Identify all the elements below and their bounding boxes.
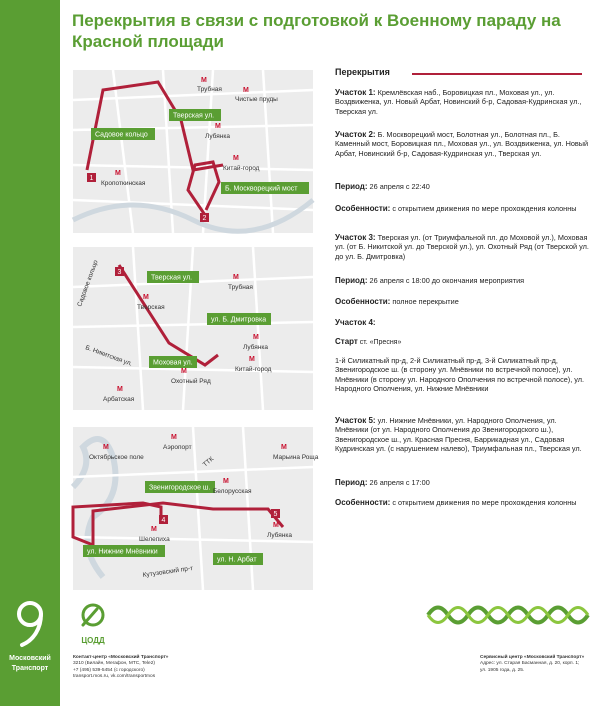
metro-shelepikha: Шелепиха (139, 536, 170, 543)
metro-kropotkinskaya: Кропоткинская (101, 180, 146, 187)
section-heading: Перекрытия (335, 67, 390, 77)
tag-nizhnie-mnevniki-text: ул. Нижние Мнёвники (87, 548, 158, 556)
svg-text:M: M (143, 294, 149, 301)
codd-label: ЦОДД (81, 636, 105, 645)
tag-zvenigorodskoe-text: Звенигородское ш. (149, 484, 211, 492)
metro-trubnaya-2: Трубная (228, 284, 253, 291)
nine-logo-icon (12, 598, 48, 648)
block-uchastok-1: Участок 1: Кремлёвская наб., Боровицкая пл., Моховая ул., ул. Воздвиженка, ул. Новый Арбат, Новинский б-р, Садовая-Кудринская ул., Тверская ул. (335, 88, 582, 116)
footer-contacts (73, 655, 273, 681)
metro-lubyanka-3: Лубянка (267, 532, 292, 539)
metro-aeroport: Аэропорт (163, 444, 192, 451)
svg-text:M: M (281, 444, 287, 451)
footer-contact-phone: +7 (495) 539-5454 (с городского) (73, 667, 145, 673)
marker-4-text: 4 (161, 517, 166, 524)
map-central (73, 70, 313, 233)
metro-trubnaya: Трубная (197, 86, 222, 93)
block-start: Старт ст. «Пресня» (335, 337, 402, 346)
svg-text:M: M (215, 123, 221, 130)
section-heading-line (412, 73, 582, 75)
street-kutuzovsky: Кутузовский пр-т (142, 564, 194, 579)
metro-okhotny-ryad: Охотный Ряд (171, 378, 211, 385)
tag-tverskaya-2-text: Тверская ул. (151, 274, 193, 282)
svg-text:M: M (115, 170, 121, 177)
street-sadovoe: Садовое кольцо (76, 259, 100, 308)
codd-logo (73, 603, 113, 645)
svg-text:M: M (181, 368, 187, 375)
block-features-2: Особенности: полное перекрытие (335, 297, 459, 306)
logo-line-2: Транспорт (11, 665, 49, 672)
block-uchastok-3: Участок 3: Тверская ул. (от Триумфальной пл. до Моховой ул.), Моховая ул. (от Б. Никитской ул. до Тверской ул.), ул. Охотный Ряд (от Тверской ул. до ул. Б. Дмитровка) (335, 233, 589, 261)
block-features-1: Особенности: с открытием движения по мере прохождения колонны (335, 204, 577, 213)
metro-arbatskaya: Арбатская (103, 396, 135, 403)
block-features-3: Особенности: с открытием движения по мере прохождения колонны (335, 498, 577, 507)
footer-service-address-2: ул. 1905 года, д. 25. (480, 667, 525, 673)
block-route-4: 1-й Силикатный пр-д, 2-й Силикатный пр-д, 3-й Силикатный пр-д, Звенигородское ш. (в сторону ул. Мнёвники по встречной полосе), ул. Мнёвники (в сторону ул. Народного Ополчения по встречной полосе), ул. Народного Ополчения, ул. Нижние Мнёвники (335, 356, 585, 394)
metro-lubyanka: Лубянка (205, 133, 230, 140)
svg-text:M: M (171, 434, 177, 441)
map-west (73, 427, 319, 590)
codd-logo-icon (77, 603, 109, 631)
block-uchastok-5: Участок 5: ул. Нижние Мнёвники, ул. Народного Ополчения, ул. Мнёвники (от ул. Народного Ополчения до Звенигородского ш.), Звенигородское ш., ул. Красная Пресня, Баррикадная ул., Садовая Кудринская ул. (с нарушением налево), Триумфальная пл., Тверская ул. (335, 416, 582, 454)
block-period-1: Период: 26 апреля с 22:40 (335, 182, 430, 191)
map-tverskaya (73, 247, 313, 410)
metro-kitay-gorod-2: Китай-город (235, 366, 272, 373)
svg-text:M: M (243, 87, 249, 94)
marker-5-text: 5 (273, 511, 278, 518)
brand-sidebar (0, 0, 60, 706)
tag-sadovoe-text: Садовое кольцо (95, 131, 148, 139)
tag-mokhovaya-text: Моховая ул. (153, 359, 193, 367)
footer-service-center (480, 655, 595, 674)
block-uchastok-2: Участок 2: Б. Москворецкий мост, Болотная ул., Болотная пл., Б. Каменный мост, Боровицкая пл., Моховая ул., ул. Воздвиженка, ул. Новый Арбат, Новинский б-р, Садовая-Кудринская ул., Тверская ул. (335, 130, 589, 158)
tag-n-arbat-text: ул. Н. Арбат (217, 556, 257, 564)
svg-text:M: M (233, 155, 239, 162)
metro-kitay-gorod: Китай-город (223, 165, 260, 172)
svg-text:M: M (249, 356, 255, 363)
metro-lubyanka-2: Лубянка (243, 344, 268, 351)
marker-3-text: 3 (117, 269, 122, 276)
logo-line-1: Московский (9, 655, 51, 662)
tag-dmitrovka-text: ул. Б. Дмитровка (211, 316, 267, 324)
block-period-3: Период: 26 апреля с 17:00 (335, 478, 430, 487)
footer-service-address-1: Адрес: ул. Старая Басманная, д. 20, корп. 1; (480, 661, 580, 667)
street-ttk: ТТК (201, 455, 216, 469)
tag-moskvoretsky-text: Б. Москворецкий мост (225, 185, 298, 193)
marker-1-text: 1 (89, 175, 94, 182)
tag-tverskaya-text: Тверская ул. (173, 112, 215, 120)
metro-belorusskaya: Белорусская (213, 488, 252, 495)
svg-text:M: M (117, 386, 123, 393)
footer-contact-links[interactable]: transport.mos.ru, vk.com/transportmos (73, 674, 156, 680)
page-title: Перекрытия в связи с подготовкой к Военному параду на Красной площади (72, 11, 561, 51)
block-uchastok-4: Участок 4: (335, 318, 376, 327)
svg-text:M: M (103, 444, 109, 451)
svg-text:M: M (253, 334, 259, 341)
marker-2-text: 2 (202, 215, 207, 222)
wave-ornament-icon (426, 602, 592, 628)
svg-text:M: M (201, 77, 207, 84)
moscow-transport-logo (0, 598, 60, 673)
svg-text:M: M (223, 478, 229, 485)
metro-maryina-roshcha: Марьина Роща (273, 454, 319, 461)
block-period-2: Период: 26 апреля с 18:00 до окончания мероприятия (335, 276, 525, 285)
svg-text:M: M (151, 526, 157, 533)
svg-text:M: M (233, 274, 239, 281)
footer-service-title: Сервисный центр «Московский Транспорт» (480, 655, 585, 660)
metro-oktyabrskoe-pole: Октябрьское поле (89, 454, 144, 461)
footer-contact-short: 3210 (Билайн, Мегафон, МТС, Tele2) (73, 661, 155, 667)
metro-chistye-prudy: Чистые пруды (235, 96, 278, 103)
street-b-nikitskaya: Б. Никитская ул. (84, 344, 134, 368)
svg-text:M: M (273, 522, 279, 529)
metro-tverskaya: Тверская (137, 304, 165, 311)
footer-contact-title: Контакт-центр «Московский Транспорт» (73, 655, 169, 660)
